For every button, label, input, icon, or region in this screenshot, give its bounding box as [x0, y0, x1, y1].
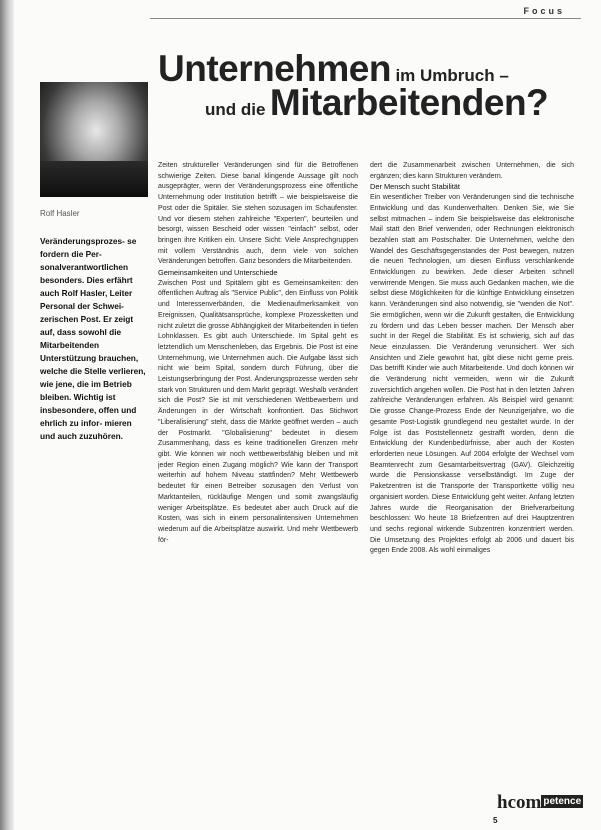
subheading: Gemeinsamkeiten und Unterschiede	[158, 268, 278, 278]
body-column-1	[158, 161, 358, 818]
logo-prefix: h	[497, 792, 508, 813]
headline-word-unternehmen: Unternehmen	[158, 48, 391, 89]
body-column-2	[370, 161, 574, 811]
page-number: 5	[493, 816, 498, 825]
page-fold-shadow	[0, 0, 14, 830]
paragraph: Ein wesentlicher Treiber von Veränderungen sind die technische Entwicklung und das Kundenverhalten. Denken Sie, wie Sie selbst mitmachen – indem Sie beispielsweise das elektronische Mail statt den Brief verwenden, oder Rechnungen elektronisch bezahlen statt am Postschalter. Die Unternehmen, welche den Wandel des Geschäftsgegenstandes der Post bewegen, nutzen die neuen Technologien, um diesen Einfluss verschlankende Entwicklungen zu bewirken. Jede dieser Arbeiten schnell verwirrende Mengen. Sie muss auch Gedanken machen, wie die selbst diese Möglichkeiten für die künftige Entwicklung einsetzen kann. Veränderungen sind also notwendig, sie "wenden die Not". Sie ermöglichen, wenn wir die Zukunft gestalten, die Entwicklung zu fördern und das Leben besser machen. Der Mensch aber sucht in der Regel die Stabilität. Es ist schwierig, sich auf das Neue einzulassen. Die Veränderung verunsichert. Wer sich Ansichten und Ziele gewohnt hat, gibt diese nicht gerne preis. Das betrifft Kinder wie auch Mitarbeitende. Und doch können wir die Veränderung nicht vermeiden, wenn wir die Zukunft zuversichtlich angehen wollen. Die Post hat in den letzten Jahren zahlreiche Veränderungen erfahren. Als Beispiel wird genannt: Die grosse Change-Prozess Ende der Neunzigerjahre, wo die gesamte Post-Logistik grundlegend neu gestaltet wurde. In der Folge ist das Poststellennetz gestrafft worden, denn die Entwicklung der Kundenbedürfnisse, aber auch der Kosten erforderten neue Lösungen. Auf 2004 erfolgte der Wechsel vom Beamtenrecht zum Gesamtarbeitsvertrag (GAV). Gleichzeitig wurde die Pensionskasse verselbständigt. Im Zuge der Paketzentren ist die Transporte der Transportkette völlig neu organisiert worden. Diese Entwicklung geht weiter. Anfang letzten Jahres wurde die Reorganisation der Briefverarbeitung beschlossen: Wo heute 18 Briefzentren auf drei Hauptzentren und sechs regional wirkende Subzentren konzentriert werden. Die Umsetzung des Projektes erfolgt ab 2006 und dauert bis gegen Ende 2008. Als wohl einmaliges	[370, 194, 574, 555]
headline-word-und-die: und die	[205, 100, 266, 119]
paragraph: Zeiten struktureller Veränderungen sind für die Betroffenen schwierige Zeiten. Diese banal klingende Aussage gilt noch ausgeprägter, wenn der Veränderungsprozess eine öffentliche Unternehmung oder Institution betrifft – wie beispielsweise die Post oder die Spitäler. Sie stehen sozusagen im Schaufenster. Und vor diesem stehen zahlreiche "Experten", beurteilen und besorgt, wissen Bescheid oder wissen "einfach" selbst, oder bringen ihre Kritiken ein. Unsere Sicht: Viele Ansprechgruppen mit vollem Verständnis auch, denn viele von solchen Veränderungen betroffen. Ganz besonders die Mitarbeitenden.	[158, 162, 358, 266]
headline-word-im-umbruch: im Umbruch –	[395, 66, 509, 85]
portrait-shoulders	[40, 161, 148, 197]
lead-text: Veränderungsprozes- se fordern die Per- sonalverantwortlichen besonders. Dies erfährt auch Rolf Hasler, Leiter Personal der Schwei- zerischen Post. Er zeigt auf, dass sowohl die Mitarbeitenden Unterstützung brauchen, welche die Stelle verlieren, wie jene, die im Betrieb bleiben. Wichtig ist insbesondere, offen und ehrlich zu infor- mieren und auch zuzuhören.	[40, 236, 146, 441]
headline-line-2	[205, 82, 548, 124]
logo-main: com	[507, 792, 542, 813]
subheading: Der Mensch sucht Stabilität	[370, 182, 460, 192]
photo-caption: Rolf Hasler	[40, 209, 80, 218]
headline-word-mitarbeitenden: Mitarbeitenden?	[269, 82, 549, 123]
header-rule	[150, 18, 581, 19]
paragraph: Zwischen Post und Spitälern gibt es Gemeinsamkeiten: den öffentlichen Auftrag als "Service Public", den Einfluss von Politik und Interessenverbänden, die Medienaufmerksamkeit von Ereignissen, Qualitätsansprüche, komplexe Prozessketten und nicht zuletzt die grosse Abhängigkeit der Mitarbeitenden in tiefen Lohnklassen. Es gibt auch Unterschiede. Im Spital geht es letztendlich um Menschenleben, das Ergebnis. Die Post ist eine Unternehmung, wie Unternehmen auch. Die Aufgabe lässt sich nicht wie beim Spital, sondern durch Führung, über die Leistungserbringung der Post. Änderungsprozesse werden sehr stark von Strukturen und dem Markt geprägt. Weshalb verändert sich die Post? Sie ist mit verschiedenen Wettbewerbern und Änderungen in der Wirtschaft konfrontiert. Das Stichwort "Liberalisierung" steht, dass die Märkte geöffnet werden – auch der Postmarkt. "Globalisierung" bedeutet in diesem Zusammenhang, dass es keine traditionellen Grenzen mehr gibt. Wie können wir noch wettbewerbsfähig bleiben und mit jeder Region einen Zugang möglich? Wie kann der Transport weiterhin auf hohem Niveau stattfinden? Mehr Wettbewerb bedeutet für einen Betreiber sozusagen den Verlust von Marktanteilen, rückläufige Mengen und somit zwangsläufig weniger Arbeitsplätze. Es bedeutet aber auch Druck auf die Kosten, was sich in einem personalintensiven Unternehmen wiederum auf die Arbeitsplätze auswirkt. Und mehr Wettbewerb för-	[158, 279, 358, 544]
section-label: Focus	[523, 6, 565, 16]
portrait-photo	[40, 82, 148, 197]
paragraph: dert die Zusammenarbeit zwischen Unternehmen, die sich ergänzen; dies kann Strukturen verändern.	[370, 162, 574, 180]
logo-sup: petence	[543, 796, 582, 807]
competence-logo	[497, 792, 583, 814]
